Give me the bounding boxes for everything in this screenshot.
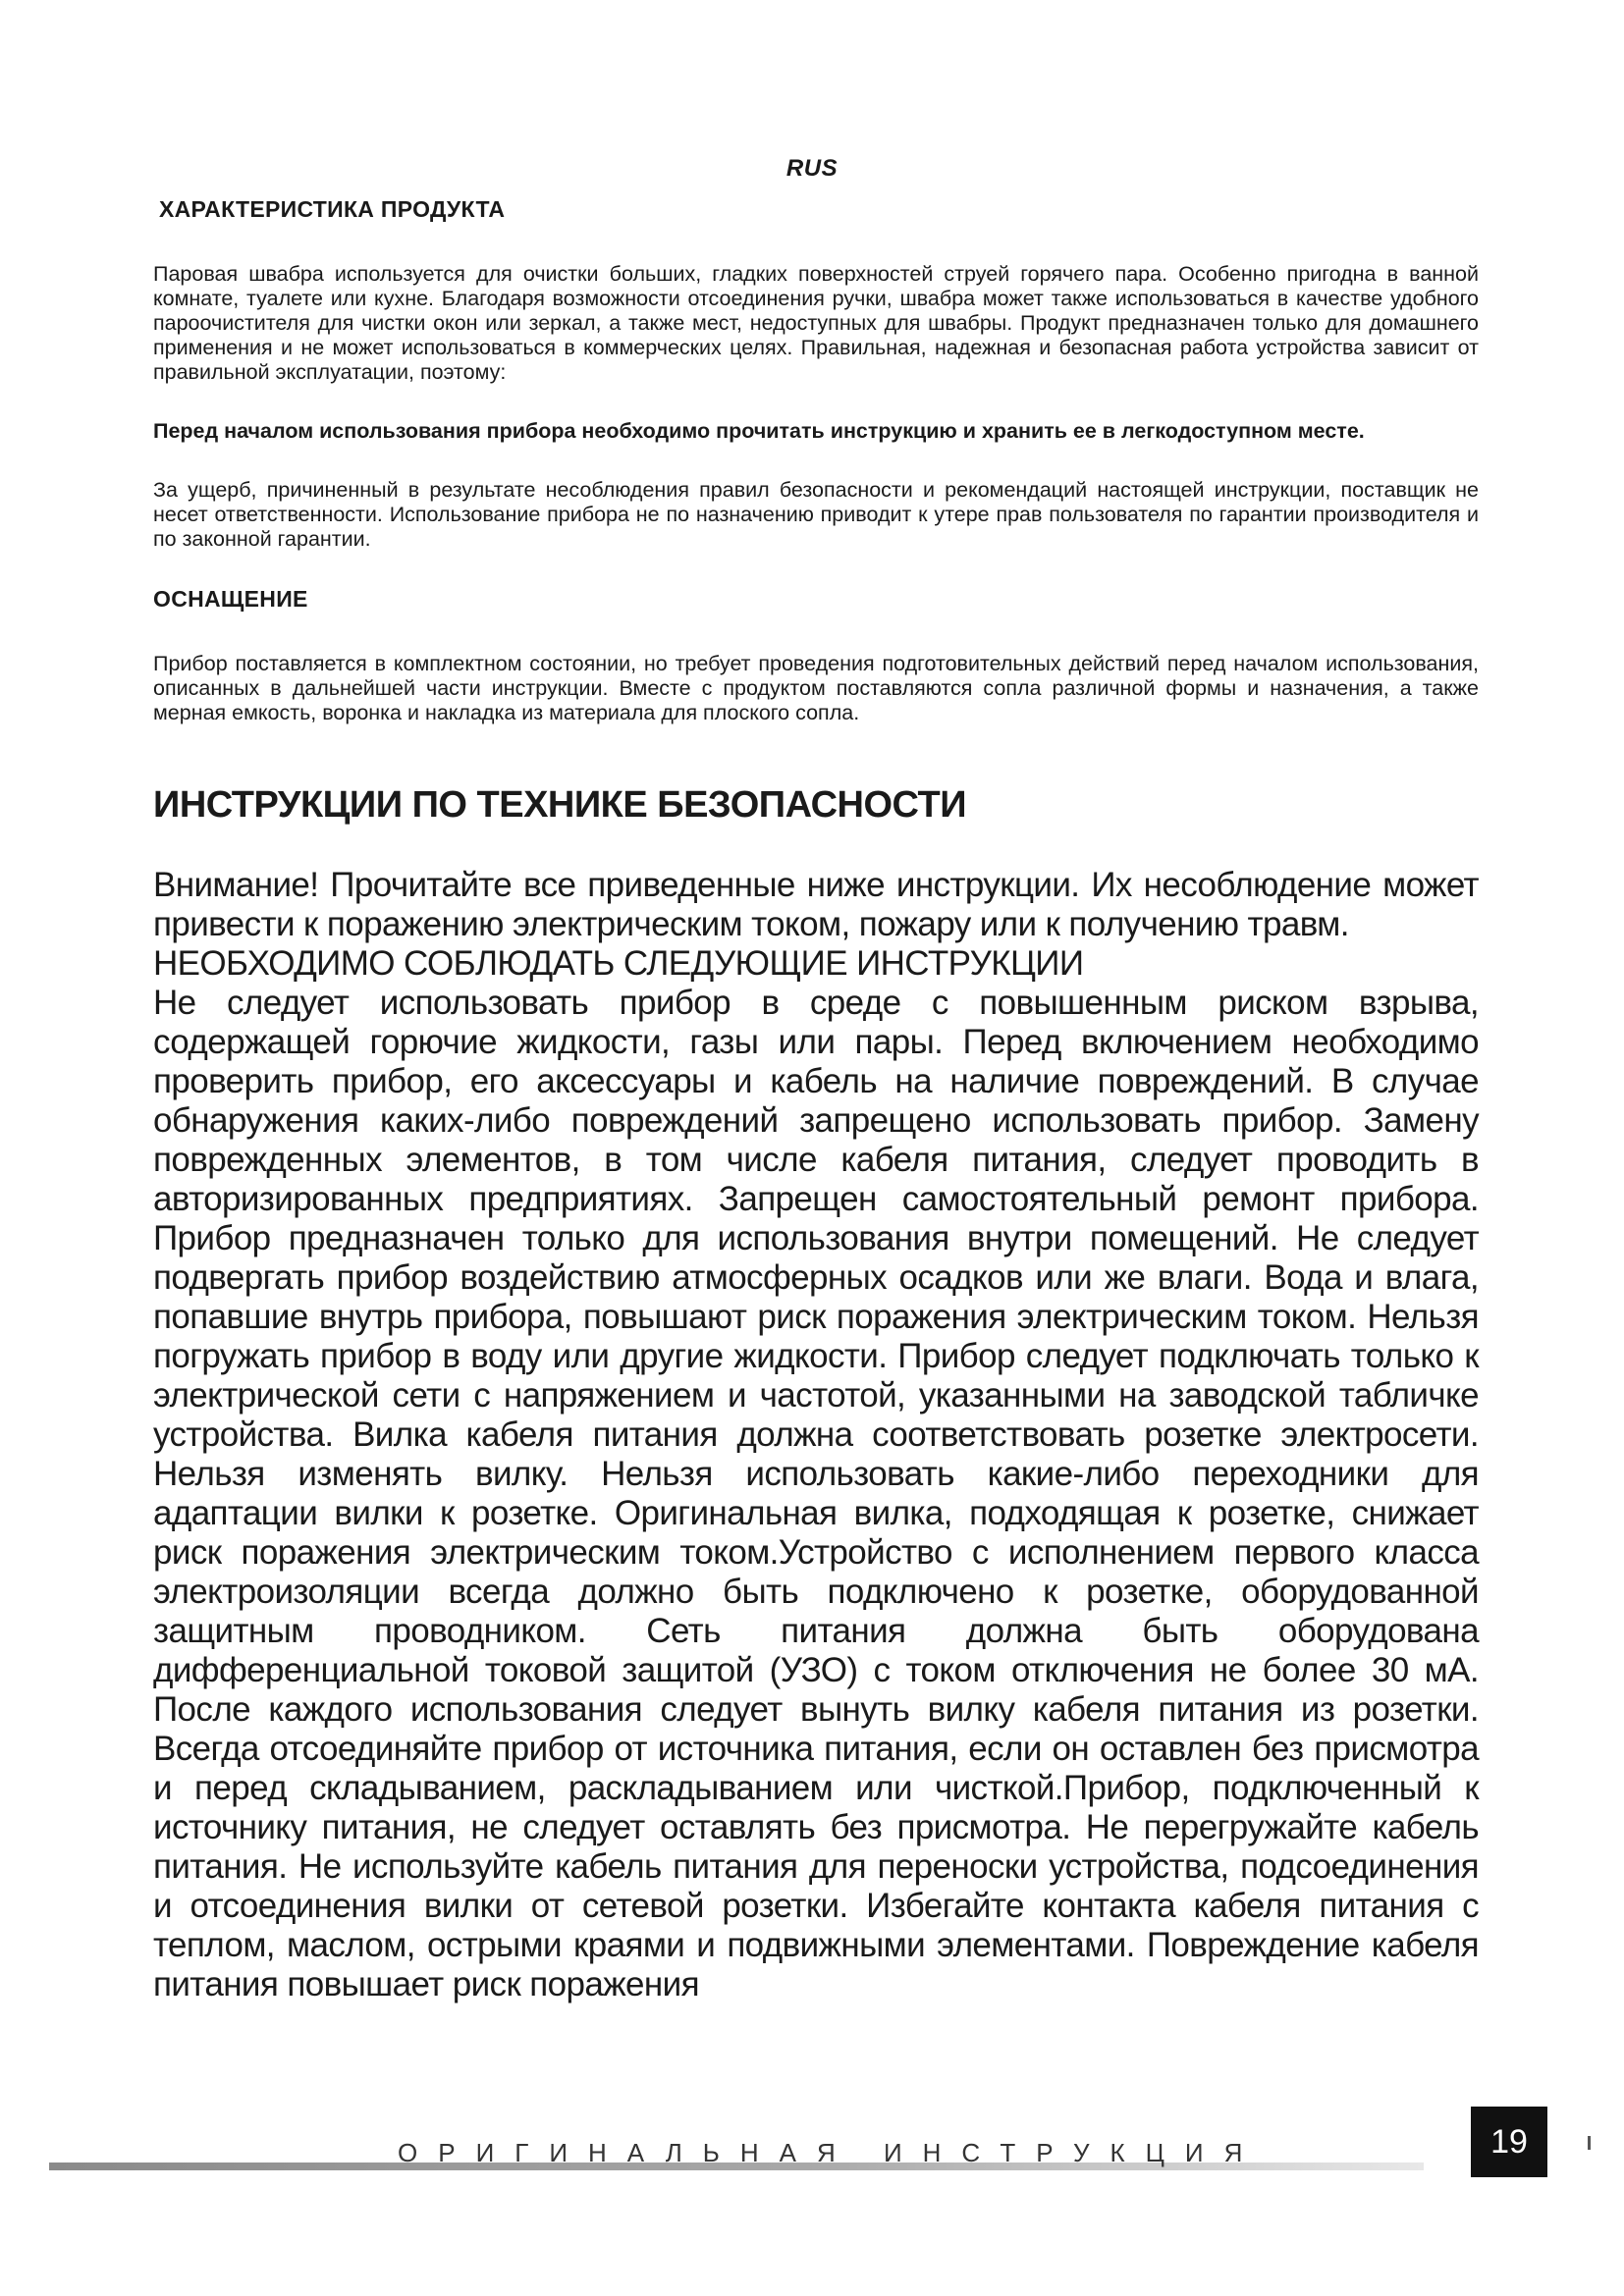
safety-warning: Внимание! Прочитайте все приведенные ниже инструкции. Их несоблюдение может привести к поражению электрическим током, пожару или к получению травм.: [153, 866, 1479, 943]
page-number: 19: [1471, 2107, 1547, 2177]
liability-paragraph: За ущерб, причиненный в результате несоблюдения правил безопасности и рекомендаций настоящей инструкции, поставщик не несет ответственности. Использование прибора не по назначению приводит к утере прав пользователя по гарантии производителя и по законной гарантии.: [153, 478, 1479, 551]
safety-body: Не следует использовать прибор в среде с повышенным риском взрыва, содержащей горючие жидкости, газы или пары. Перед включением необходимо проверить прибор, его аксессуары и кабель на наличие повреждений. В случае обнаружения каких-либо повреждений запрещено использовать прибор. Замену поврежденных элементов, в том числе кабеля питания, следует проводить в авторизированных предприятиях. Запрещен самостоятельный ремонт прибора. Прибор предназначен только для использования внутри помещений. Не следует подвергать прибор воздействию атмосферных осадков или же влаги. Вода и влага, попавшие внутрь прибора, повышают риск поражения электрическим током. Нельзя погружать прибор в воду или другие жидкости. Прибор следует подключать только к электрической сети с напряжением и частотой, указанными на заводской табличке устройства. Вилка кабеля питания должна соответствовать розетке электросети. Нельзя изменять вилку. Нельзя использовать какие-либо переходники для адаптации вилки к розетке. Оригинальная вилка, подходящая к розетке, снижает риск поражения электрическим током.Устройство с исполнением первого класса электроизоляции всегда должно быть подключено к розетке, оборудованной защитным проводником. Сеть питания должна быть оборудована дифференциальной токовой защитой (УЗО) с током отключения не более 30 мА. После каждого использования следует вынуть вилку кабеля питания из розетки. Всегда отсоединяйте прибор от источника питания, если он оставлен без присмотра и перед складыванием, раскладыванием или чисткой.Прибор, подключенный к источнику питания, не следует оставлять без присмотра. Не перегружайте кабель питания. Не используйте кабель питания для переноски устройства, подсоединения и отсоединения вилки от сетевой розетки. Избегайте контакта кабеля питания с теплом, маслом, острыми краями и подвижными элементами. Повреждение кабеля питания повышает риск поражения: [153, 984, 1479, 2003]
equipment-description: Прибор поставляется в комплектном состоянии, но требует проведения подготовительных действий перед началом использования, описанных в дальнейшей части инструкции. Вместе с продуктом поставляются сопла различной формы и назначения, а также мерная емкость, воронка и накладка из материала для плоского сопла.: [153, 652, 1479, 724]
footer-label: ОРИГИНАЛЬНАЯ ИНСТРУКЦИЯ: [398, 2138, 1264, 2167]
safety-must-follow: НЕОБХОДИМО СОБЛЮДАТЬ СЛЕДУЮЩИЕ ИНСТРУКЦИИ: [153, 944, 1084, 983]
read-instructions-notice: Перед началом использования прибора необходимо прочитать инструкцию и хранить ее в легкодоступном месте.: [153, 419, 1365, 443]
language-label: RUS: [785, 155, 839, 182]
safety-section-title: ИНСТРУКЦИИ ПО ТЕХНИКЕ БЕЗОПАСНОСТИ: [153, 784, 967, 826]
product-description: Паровая швабра используется для очистки больших, гладких поверхностей струей горячего пара. Особенно пригодна в ванной комнате, туалете или кухне. Благодаря возможности отсоединения ручки, швабра может также использоваться в качестве удобного пароочистителя для чистки окон или зеркал, а также мест, недоступных для швабры. Продукт предназначен только для домашнего применения и не может использоваться в коммерческих целях. Правильная, надежная и безопасная работа устройства зависит от правильной эксплуатации, поэтому:: [153, 262, 1479, 384]
page-content: [153, 196, 1479, 2004]
safety-instructions: [153, 866, 1479, 2004]
equipment-section-title: ОСНАЩЕНИЕ: [153, 586, 308, 612]
page-tick-mark: [1588, 2136, 1591, 2150]
product-section-title: ХАРАКТЕРИСТИКА ПРОДУКТА: [159, 196, 506, 222]
